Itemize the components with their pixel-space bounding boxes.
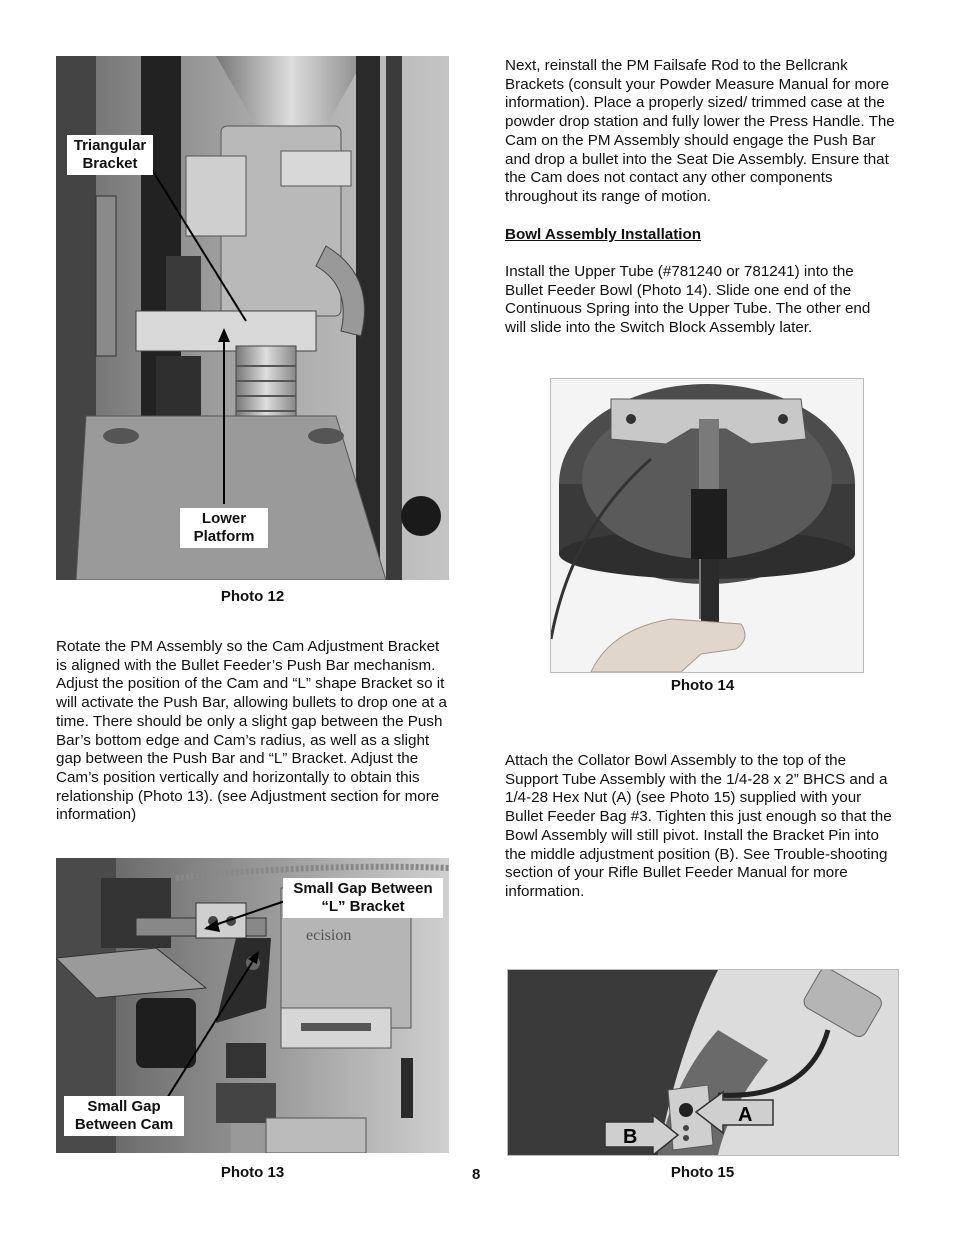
heading-bowl-assembly: Bowl Assembly Installation [505, 226, 702, 243]
photo-15 [507, 969, 899, 1156]
label-small-gap-cam-line2: Between Cam [74, 1116, 174, 1133]
paragraph-reinstall-failsafe: Next, reinstall the PM Failsafe Rod to the Bellcrank Brackets (consult your Powder Measure Manual for more information). Place a properly sized/ trimmed case at the powder drop station and fully lower the Press Handle. The Cam on the PM Assembly should engage the Push Bar and drop a bullet into the Seat Die Assembly. Ensure that the Cam does not contact any other components throughout its range of motion. [505, 57, 895, 205]
paragraph-bowl-installation: Install the Upper Tube (#781240 or 781241) into the Bullet Feeder Bowl (Photo 14). Slide one end of the Continuous Spring into the Upper Tube. The other end will slide into the Switch Block Assembly later. [505, 263, 871, 337]
photo-15-marker-b: B [623, 1126, 638, 1148]
label-triangular-bracket [67, 135, 153, 175]
label-small-gap-cam [64, 1096, 184, 1136]
photo-13-imprint: ecision [306, 927, 352, 944]
photo-13 [56, 858, 449, 1153]
photo-15-image [508, 970, 898, 1155]
photo-14-caption: Photo 14 [670, 677, 735, 694]
label-lower-platform-line1: Lower [201, 510, 247, 527]
paragraph-rotate-pm-assembly: Rotate the PM Assembly so the Cam Adjustment Bracket is aligned with the Bullet Feeder’s Push Bar mechanism. Adjust the position of the Cam and “L” shape Bracket so it will activate the Push Bar, allowing bullets to drop one at a time. There should be only a slight gap between the Push Bar’s bottom edge and Cam’s radius, as well as a slight gap between the Push Bar and “L” Bracket. Adjust the Cam’s position vertically and horizontally to obtain this relationship (Photo 13). (see Adjustment section for more information) [56, 638, 447, 824]
label-triangular-bracket-line2: Bracket [82, 155, 138, 172]
label-lower-platform-line2: Platform [193, 528, 255, 545]
photo-14-image [551, 379, 863, 672]
label-small-gap-cam-line1: Small Gap [87, 1098, 161, 1115]
page-number: 8 [472, 1166, 481, 1183]
photo-12-caption: Photo 12 [220, 588, 285, 605]
label-small-gap-l-bracket [283, 878, 443, 918]
photo-13-caption: Photo 13 [220, 1164, 285, 1181]
paragraph-attach-collator: Attach the Collator Bowl Assembly to the top of the Support Tube Assembly with the 1/4-28 x 2” BHCS and a 1/4-28 Hex Nut (A) (see Photo 15) supplied with your Bullet Feeder Bag #3. Tighten this just enough so that the Bowl Assembly will still pivot. Install the Bracket Pin into the middle adjustment position (B). See Trouble-shooting section of your Rifle Bullet Feeder Manual for more information. [505, 752, 892, 900]
label-triangular-bracket-line1: Triangular [73, 137, 147, 154]
photo-15-caption: Photo 15 [670, 1164, 735, 1181]
photo-14 [550, 378, 864, 673]
label-small-gap-l-bracket-line1: Small Gap Between [293, 880, 433, 897]
photo-12 [56, 56, 449, 580]
label-lower-platform [180, 508, 268, 548]
photo-15-marker-a: A [738, 1104, 753, 1126]
label-small-gap-l-bracket-line2: “L” Bracket [321, 898, 405, 915]
